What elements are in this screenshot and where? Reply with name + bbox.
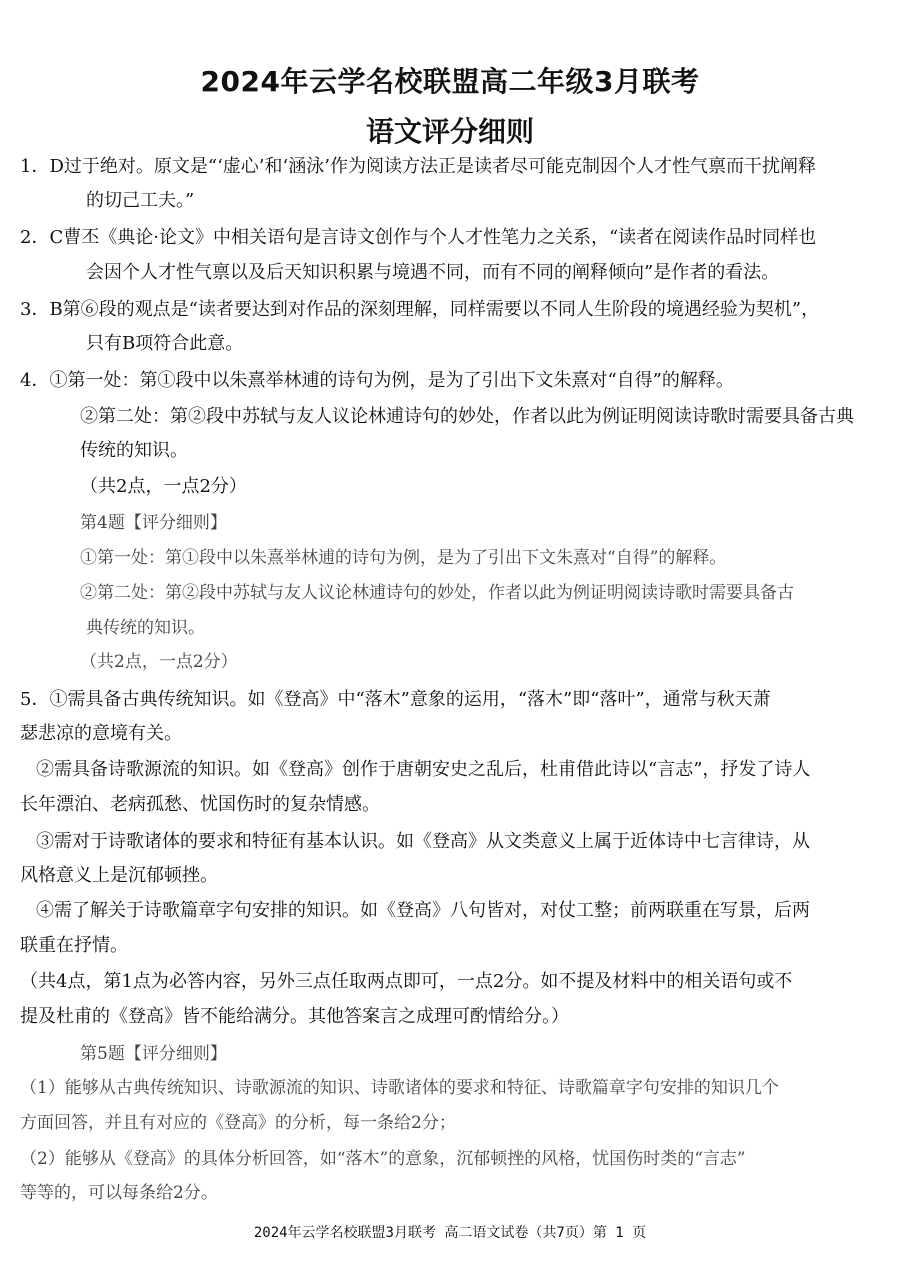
rubric-line: （共2点，一点2分） — [80, 652, 238, 672]
document-subtitle: 语文评分细则 — [365, 115, 534, 148]
answer-line: 风格意义上是沉郁顿挫。 — [20, 865, 218, 886]
answer-line: ④需了解关于诗歌篇章字句安排的知识。如《登高》八句皆对，对仗工整；前两联重在写景，后两 — [36, 900, 810, 921]
answer-line: 1．D过于绝对。原文是“‘虚心’和‘涵泳’作为阅读方法正是读者尽可能克制因个人才性气禀而干扰阐释 — [20, 156, 816, 177]
answer-line: （共4点，第1点为必答内容，另外三点任取两点即可，一点2分。如不提及材料中的相关语句或不 — [20, 971, 793, 992]
rubric-heading: 第5题【评分细则】 — [80, 1044, 227, 1064]
answer-line: ②第二处：第②段中苏轼与友人议论林逋诗句的妙处，作者以此为例证明阅读诗歌时需要具备古典 — [80, 406, 854, 427]
answer-line: 3．B第⑥段的观点是“读者要达到对作品的深刻理解，同样需要以不同人生阶段的境遇经验为契机”， — [20, 299, 820, 320]
answer-line: 联重在抒情。 — [20, 935, 128, 956]
answer-line: 瑟悲凉的意境有关。 — [20, 723, 182, 744]
document-title: 2024年云学名校联盟高二年级3月联考 — [200, 65, 700, 98]
rubric-line: 典传统的知识。 — [86, 618, 205, 638]
rubric-heading: 第4题【评分细则】 — [80, 513, 227, 533]
answer-line: 2．C曹丕《典论·论文》中相关语句是言诗文创作与个人才性笔力之关系，“读者在阅读作品时同样也 — [20, 227, 817, 248]
page-footer: 2024年云学名校联盟3月联考 高二语文试卷（共7页）第 1 页 — [253, 1225, 647, 1241]
answer-line: 5．①需具备古典传统知识。如《登高》中“落木”意象的运用，“落木”即“落叶”，通常与秋天萧 — [20, 689, 771, 710]
answer-line: 的切己工夫。” — [86, 190, 195, 211]
answer-line: ③需对于诗歌诸体的要求和特征有基本认识。如《登高》从文类意义上属于近体诗中七言律诗，从 — [36, 831, 810, 852]
rubric-line: （2）能够从《登高》的具体分析回答，如“落木”的意象，沉郁顿挫的风格，忧国伤时类的“言志” — [20, 1149, 746, 1169]
answer-line: ②需具备诗歌源流的知识。如《登高》创作于唐朝安史之乱后，杜甫借此诗以“言志”，抒发了诗人 — [36, 759, 811, 780]
answer-line: 4．①第一处：第①段中以朱熹举林逋的诗句为例，是为了引出下文朱熹对“自得”的解释。 — [20, 370, 734, 391]
answer-line: 提及杜甫的《登高》皆不能给满分。其他答案言之成理可酌情给分。） — [20, 1006, 569, 1027]
answer-line: （共2点，一点2分） — [80, 476, 247, 497]
answer-line: 传统的知识。 — [80, 440, 188, 461]
answer-line: 长年漂泊、老病孤愁、忧国伤时的复杂情感。 — [20, 794, 380, 815]
rubric-line: （1）能够从古典传统知识、诗歌源流的知识、诗歌诸体的要求和特征、诗歌篇章字句安排的知识几个 — [20, 1078, 779, 1098]
rubric-line: ②第二处：第②段中苏轼与友人议论林逋诗句的妙处，作者以此为例证明阅读诗歌时需要具备古 — [80, 583, 794, 603]
answer-line: 会因个人才性气禀以及后天知识积累与境遇不同，而有不同的阐释倾向”是作者的看法。 — [86, 262, 780, 283]
answer-line: 只有B项符合此意。 — [86, 333, 244, 354]
rubric-line: 方面回答，并且有对应的《登高》的分析，每一条给2分； — [20, 1113, 456, 1133]
rubric-line: ①第一处：第①段中以朱熹举林逋的诗句为例，是为了引出下文朱熹对“自得”的解释。 — [80, 548, 727, 568]
rubric-line: 等等的，可以每条给2分。 — [20, 1183, 218, 1203]
